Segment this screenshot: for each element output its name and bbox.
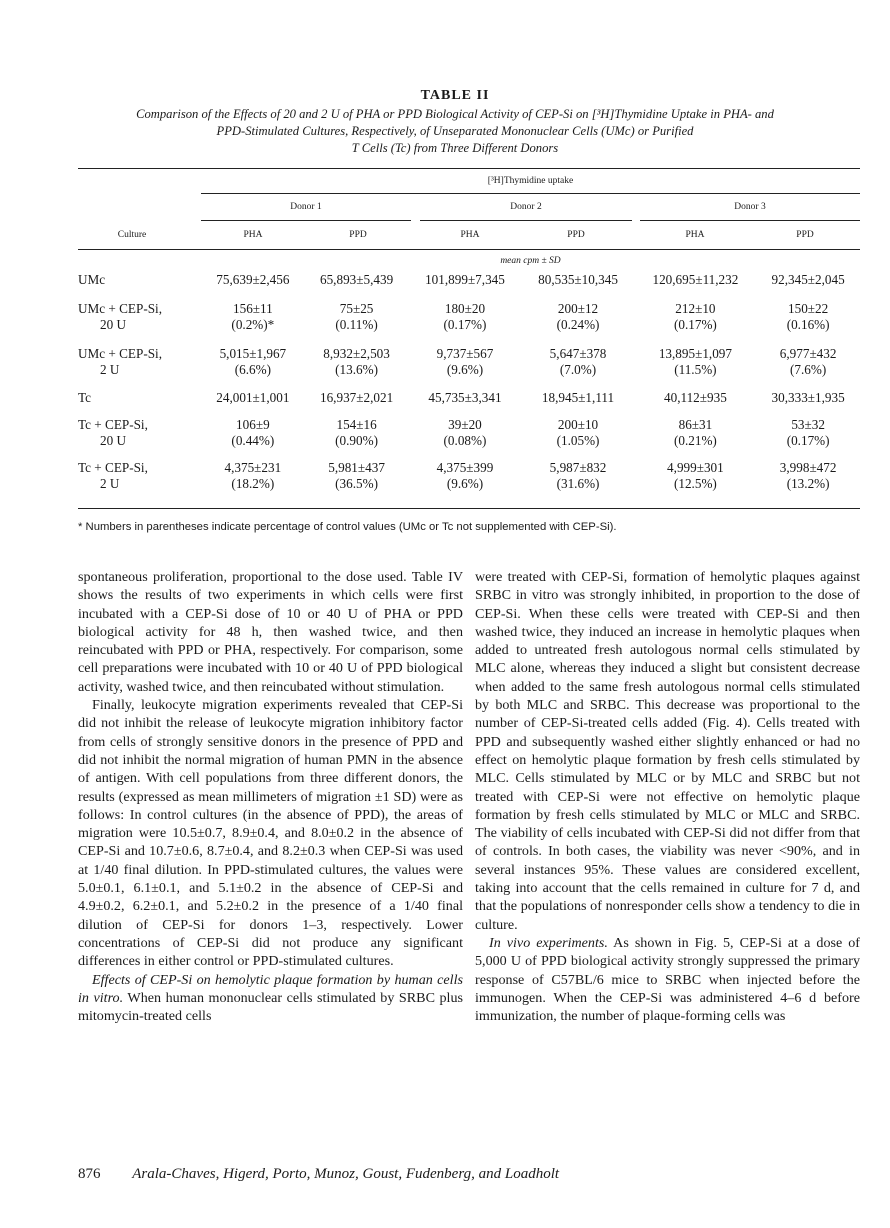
header-rule: [201, 193, 860, 194]
cell-value: 120,695±11,232: [652, 272, 739, 287]
table-bottom-rule: [78, 508, 860, 509]
page-footer: [78, 1166, 559, 1183]
table-row: [78, 378, 860, 406]
cell-value: 150±22: [788, 301, 829, 316]
cell-percent: (0.90%): [335, 433, 378, 448]
cell-value: 200±10: [557, 417, 599, 432]
cell-value: 200±12: [557, 301, 599, 316]
row-label: [78, 333, 201, 378]
table-cell: [522, 378, 635, 406]
cell-percent: (31.6%): [556, 476, 600, 491]
cell-percent: (0.17%): [443, 317, 487, 332]
cell-percent: (7.6%): [789, 362, 827, 377]
culture-header: Culture: [117, 230, 147, 240]
table-cell: [305, 449, 409, 492]
table-caption: [60, 88, 850, 157]
table-row: [78, 333, 860, 378]
row-label: [78, 406, 201, 449]
cell-value: 65,893±5,439: [319, 272, 394, 287]
body-paragraph: [78, 568, 463, 696]
cell-percent: (0.2%)*: [231, 317, 275, 332]
cell-percent: (0.11%): [335, 317, 378, 332]
cell-value: 4,375±399: [436, 460, 494, 475]
cell-value: 6,977±432: [779, 346, 837, 361]
donor-1-header: Donor 1: [290, 202, 322, 212]
table-cell: [635, 288, 757, 333]
cell-value: 8,932±2,503: [323, 346, 390, 361]
donor-1-rule: [201, 220, 411, 221]
table-cell: [522, 288, 635, 333]
row-label: [78, 272, 201, 288]
cell-value: 156±11: [233, 301, 273, 316]
cell-percent: (13.6%): [335, 362, 378, 377]
table-cell: [756, 333, 860, 378]
table-cell: [408, 272, 521, 288]
table-cell: [756, 406, 860, 449]
running-authors: Arala-Chaves, Higerd, Porto, Munoz, Goust, Fudenberg, and Loadholt: [132, 1166, 560, 1182]
table-cell: [635, 333, 757, 378]
body-paragraph: [475, 568, 860, 934]
table-cell: [305, 333, 409, 378]
table-cell: [635, 406, 757, 449]
cell-percent: (9.6%): [446, 476, 484, 491]
table-cell: [305, 378, 409, 406]
table-cell: [756, 272, 860, 288]
table-cell: [201, 406, 305, 449]
table-row: [78, 449, 860, 492]
table-cell: [635, 449, 757, 492]
paragraph-text: Finally, leukocyte migration experiments revealed that CEP-Si did not inhibit the release of leukocyte migration inhibitory factor from cells of strongly sensitive donors in the presence of PPD and did not inhibit the normal migration of human PMN in the absence of antigen. With cell populations from three different donors, the results (expressed as mean millimeters of migration ±1 SD) were as follows: In control cultures (in the absence of PPD), the areas of migration were 10.5±0.7, 8.9±0.4, and 8.0±0.2 in the absence of CEP-Si and 10.7±0.6, 8.7±0.4, and 8.2±0.3 when CEP-Si was used at 1/40 final dilution. In PPD-stimulated cultures, the values were 5.0±0.1, 6.1±0.1, and 5.1±0.2 in the absence of CEP-Si and 4.9±0.2, 6.2±0.1, and 5.2±0.2 in the presence of a 1/40 final dilution of CEP-Si for donors 1–3, respectively. Lower concentrations of CEP-Si did not produce any significant differences in either control or PPD-stimulated cultures.: [78, 697, 463, 970]
donor-3-header: Donor 3: [734, 202, 766, 212]
cell-value: 3,998±472: [779, 460, 837, 475]
table-title: [60, 106, 850, 157]
paragraph-text: As shown in Fig. 5, CEP-Si at a dose of 5,000 U of PPD biological activity strongly suppressed the primary response of C57BL/6 mice to SRBC when injected before the immunogen. When the CEP-Si was administered 4–6 d before immunization, the number of plaque-forming cells was: [475, 934, 860, 1025]
cell-value: 75±25: [339, 301, 374, 316]
row-label-line: Tc + CEP-Si,: [78, 417, 148, 432]
table-cell: [635, 272, 757, 288]
data-table: [78, 272, 860, 492]
table-cell: [408, 406, 521, 449]
right-column: [475, 568, 860, 1025]
table-cell: [305, 288, 409, 333]
paragraph-text: spontaneous proliferation, proportional to the dose used. Table IV shows the results of two experiments in which cells were first incubated with a CEP-Si dose of 10 or 40 U of PHA or PPD biological activity for 48 h, then washed twice, and then reincubated with PPD or PHA, respectively. For comparison, some cell preparations were incubated with 10 or 40 U of PPD biological activity, washed twice, and then reincubated without stimulation.: [78, 569, 463, 695]
cell-percent: (0.24%): [556, 317, 600, 332]
paragraph-text: were treated with CEP-Si, formation of hemolytic plaques against SRBC in vitro was strongly inhibited, in proportion to the dose of CEP-Si. When these cells were treated with CEP-Si and then washed twice, they induced an increase in hemolytic plaques when added to untreated fresh autologous normal cells stimulated by MLC alone, whereas they induced a slight but consistent decrease when added to the same fresh autologous normal cells stimulated by both MLC and SRBC. This decrease was proportional to the number of CEP-Si-treated cells added (Fig. 4). Cells treated with PPD and subsequently washed either slightly enhanced or had no effect on hemolytic plaque formation by fresh cells stimulated by MLC. Cells stimulated by MLC or by MLC and SRBC but not treated with CEP-Si were not effective on hemolytic plaque formation by fresh cells stimulated by MLC or MLC and SRBC. The viability of cells incubated with CEP-Si did not differ from that of controls. In both cases, the viability was never <90%, and in several instances 95%. These values are considered excellent, taking into account that the cells remained in culture for 7 d, and that the populations of nonresponder cells show a tendency to die in culture.: [475, 569, 860, 933]
table-cell: [305, 406, 409, 449]
table-cell: [201, 272, 305, 288]
uptake-header: [³H]Thymidine uptake: [487, 176, 574, 186]
cell-value: 18,945±1,111: [541, 390, 615, 405]
row-label-line: 2 U: [100, 362, 120, 377]
table-cell: [522, 333, 635, 378]
left-column: [78, 568, 463, 1025]
body-paragraph: [78, 696, 463, 970]
subheader-pha-1: PHA: [243, 230, 263, 240]
table-cell: [756, 449, 860, 492]
cell-value: 53±32: [791, 417, 825, 432]
cell-value: 5,647±378: [549, 346, 607, 361]
cell-value: 5,015±1,967: [219, 346, 287, 361]
section-heading: Effects of CEP-Si on hemolytic plaque formation by human cells in vitro.: [78, 971, 463, 1006]
caption-line: Comparison of the Effects of 20 and 2 U of PHA or PPD Biological Activity of CEP-Si on [³H]Thymidine Uptake in PHA- and: [136, 107, 774, 121]
row-label-line: UMc: [78, 272, 106, 287]
table-row: [78, 288, 860, 333]
cell-value: 180±20: [444, 301, 486, 316]
table-cell: [201, 378, 305, 406]
subheader-ppd-2: PPD: [567, 230, 585, 240]
cell-percent: (11.5%): [674, 362, 717, 377]
table-cell: [756, 378, 860, 406]
table-cell: [408, 333, 521, 378]
donor-2-header: Donor 2: [510, 202, 542, 212]
cell-value: 13,895±1,097: [658, 346, 732, 361]
table-label: TABLE II: [420, 88, 490, 103]
cell-value: 16,937±2,021: [319, 390, 394, 405]
table-cell: [201, 449, 305, 492]
cell-value: 39±20: [448, 417, 482, 432]
units-label: mean cpm ± SD: [500, 256, 561, 266]
subheader-rule: [78, 249, 860, 250]
cell-value: 154±16: [336, 417, 377, 432]
row-label-line: 20 U: [100, 317, 127, 332]
donor-2-rule: [420, 220, 632, 221]
row-label-line: Tc + CEP-Si,: [78, 460, 148, 475]
section-heading: In vivo experiments.: [489, 934, 608, 951]
cell-value: 30,333±1,935: [771, 390, 845, 405]
cell-value: 4,375±231: [224, 460, 282, 475]
cell-value: 75,639±2,456: [216, 272, 290, 287]
cell-percent: (12.5%): [673, 476, 717, 491]
cell-percent: (1.05%): [556, 433, 600, 448]
table-cell: [408, 449, 521, 492]
cell-percent: (0.17%): [786, 433, 830, 448]
row-label-line: UMc + CEP-Si,: [78, 346, 163, 361]
table-cell: [201, 288, 305, 333]
cell-percent: (18.2%): [231, 476, 275, 491]
table-top-rule: [78, 168, 860, 169]
row-label-line: 20 U: [100, 433, 127, 448]
row-label-line: Tc: [78, 390, 91, 405]
cell-value: 45,735±3,341: [428, 390, 502, 405]
table-row: [78, 406, 860, 449]
page-number: 876: [78, 1166, 101, 1182]
table-cell: [756, 288, 860, 333]
table-row: [78, 272, 860, 288]
row-label: [78, 378, 201, 406]
row-label-line: UMc + CEP-Si,: [78, 301, 163, 316]
caption-line: T Cells (Tc) from Three Different Donors: [351, 141, 559, 155]
cell-value: 101,899±7,345: [425, 272, 505, 287]
cell-value: 5,987±832: [549, 460, 607, 475]
subheader-ppd-1: PPD: [349, 230, 367, 240]
table-cell: [522, 272, 635, 288]
table-cell: [635, 378, 757, 406]
cell-value: 212±10: [675, 301, 716, 316]
table-cell: [305, 272, 409, 288]
cell-percent: (13.2%): [786, 476, 830, 491]
cell-percent: (0.17%): [673, 317, 717, 332]
cell-value: 92,345±2,045: [771, 272, 845, 287]
cell-percent: (0.16%): [786, 317, 830, 332]
cell-value: 24,001±1,001: [216, 390, 290, 405]
paragraph-text: When human mononuclear cells stimulated by SRBC plus mitomycin-treated cells: [78, 989, 464, 1025]
cell-value: 40,112±935: [664, 390, 727, 405]
cell-value: 86±31: [678, 417, 713, 432]
cell-value: 106±9: [236, 417, 270, 432]
cell-percent: (9.6%): [446, 362, 484, 377]
body-paragraph: [475, 934, 860, 1025]
donor-3-rule: [640, 220, 860, 221]
caption-line: PPD-Stimulated Cultures, Respectively, of Unseparated Mononuclear Cells (UMc) or Purified: [216, 124, 694, 138]
cell-value: 5,981±437: [328, 460, 385, 475]
cell-value: 4,999±301: [667, 460, 724, 475]
row-label: [78, 288, 201, 333]
subheader-pha-2: PHA: [460, 230, 480, 240]
cell-percent: (36.5%): [335, 476, 378, 491]
row-label-line: 2 U: [100, 476, 120, 491]
cell-percent: (7.0%): [559, 362, 597, 377]
body-paragraph: [78, 971, 463, 1026]
row-label: [78, 449, 201, 492]
cell-value: 9,737±567: [436, 346, 494, 361]
cell-percent: (6.6%): [234, 362, 271, 377]
table-footnote: * Numbers in parentheses indicate percentage of control values (UMc or Tc not supplemented with CEP-Si).: [78, 521, 617, 533]
cell-value: 80,535±10,345: [538, 272, 618, 287]
table-cell: [408, 378, 521, 406]
cell-percent: (0.21%): [673, 433, 717, 448]
subheader-ppd-3: PPD: [796, 230, 814, 240]
cell-percent: (0.08%): [443, 433, 487, 448]
subheader-pha-3: PHA: [685, 230, 705, 240]
table-cell: [522, 449, 635, 492]
table-cell: [201, 333, 305, 378]
table-cell: [522, 406, 635, 449]
table-cell: [408, 288, 521, 333]
cell-percent: (0.44%): [231, 433, 275, 448]
